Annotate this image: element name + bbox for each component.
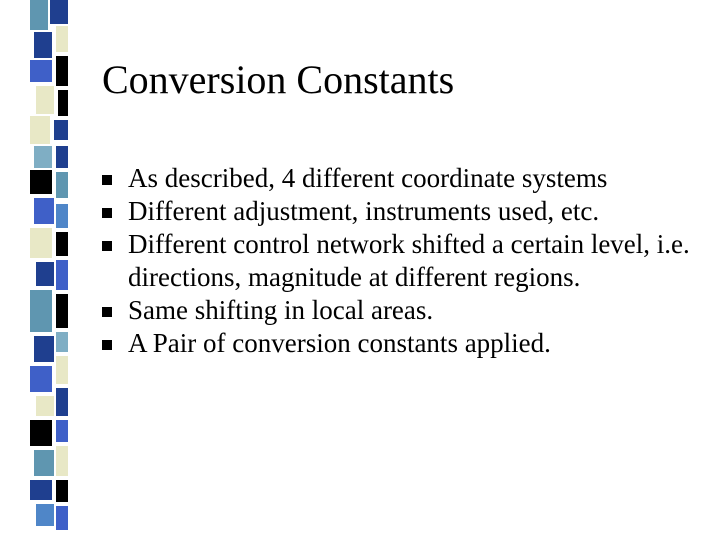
bullet-text: A Pair of conversion constants applied. (128, 328, 551, 358)
square-bullet-icon (102, 307, 112, 317)
strip-block (30, 480, 52, 500)
strip-block (36, 396, 54, 416)
strip-block (56, 56, 68, 86)
strip-block (30, 420, 52, 446)
strip-block (58, 90, 68, 116)
square-bullet-icon (102, 340, 112, 350)
strip-block (56, 446, 68, 476)
strip-block (34, 336, 54, 362)
strip-block (34, 198, 54, 224)
strip-block (30, 290, 52, 332)
bullet-text: Different control network shifted a certain level, i.e. directions, magnitude at different regions. (128, 229, 690, 292)
strip-block (34, 146, 52, 168)
strip-block (34, 32, 52, 58)
strip-block (56, 356, 68, 384)
strip-block (36, 504, 54, 526)
strip-block (30, 228, 52, 258)
strip-block (56, 260, 68, 290)
bullet-item-4 (102, 294, 702, 327)
strip-block (56, 26, 68, 52)
square-bullet-icon (102, 241, 112, 251)
strip-block (36, 262, 54, 286)
strip-block (34, 450, 54, 476)
strip-block (30, 116, 50, 144)
bullet-item-5 (102, 327, 702, 360)
bullet-text: Same shifting in local areas. (128, 295, 434, 325)
strip-block (56, 204, 68, 228)
strip-block (56, 480, 68, 502)
square-bullet-icon (102, 175, 112, 185)
strip-block (56, 388, 68, 416)
strip-block (56, 294, 68, 328)
strip-block (56, 146, 68, 168)
strip-block (56, 232, 68, 256)
bullet-item-2 (102, 195, 702, 228)
strip-block (56, 506, 68, 530)
strip-block (56, 420, 68, 442)
bullet-text: As described, 4 different coordinate systems (128, 163, 608, 193)
bullet-list (102, 162, 702, 360)
bullet-item-3 (102, 228, 702, 294)
square-bullet-icon (102, 208, 112, 218)
strip-block (30, 0, 48, 30)
bullet-item-1 (102, 162, 702, 195)
strip-block (50, 0, 68, 24)
slide-title: Conversion Constants (102, 57, 455, 102)
bullet-text: Different adjustment, instruments used, etc. (128, 196, 600, 226)
strip-block (56, 172, 68, 198)
decorative-left-strip (28, 0, 72, 540)
strip-block (30, 60, 52, 82)
strip-block (30, 170, 52, 194)
strip-block (36, 86, 54, 114)
strip-block (54, 120, 68, 140)
strip-block (30, 366, 52, 392)
strip-block (56, 332, 68, 352)
